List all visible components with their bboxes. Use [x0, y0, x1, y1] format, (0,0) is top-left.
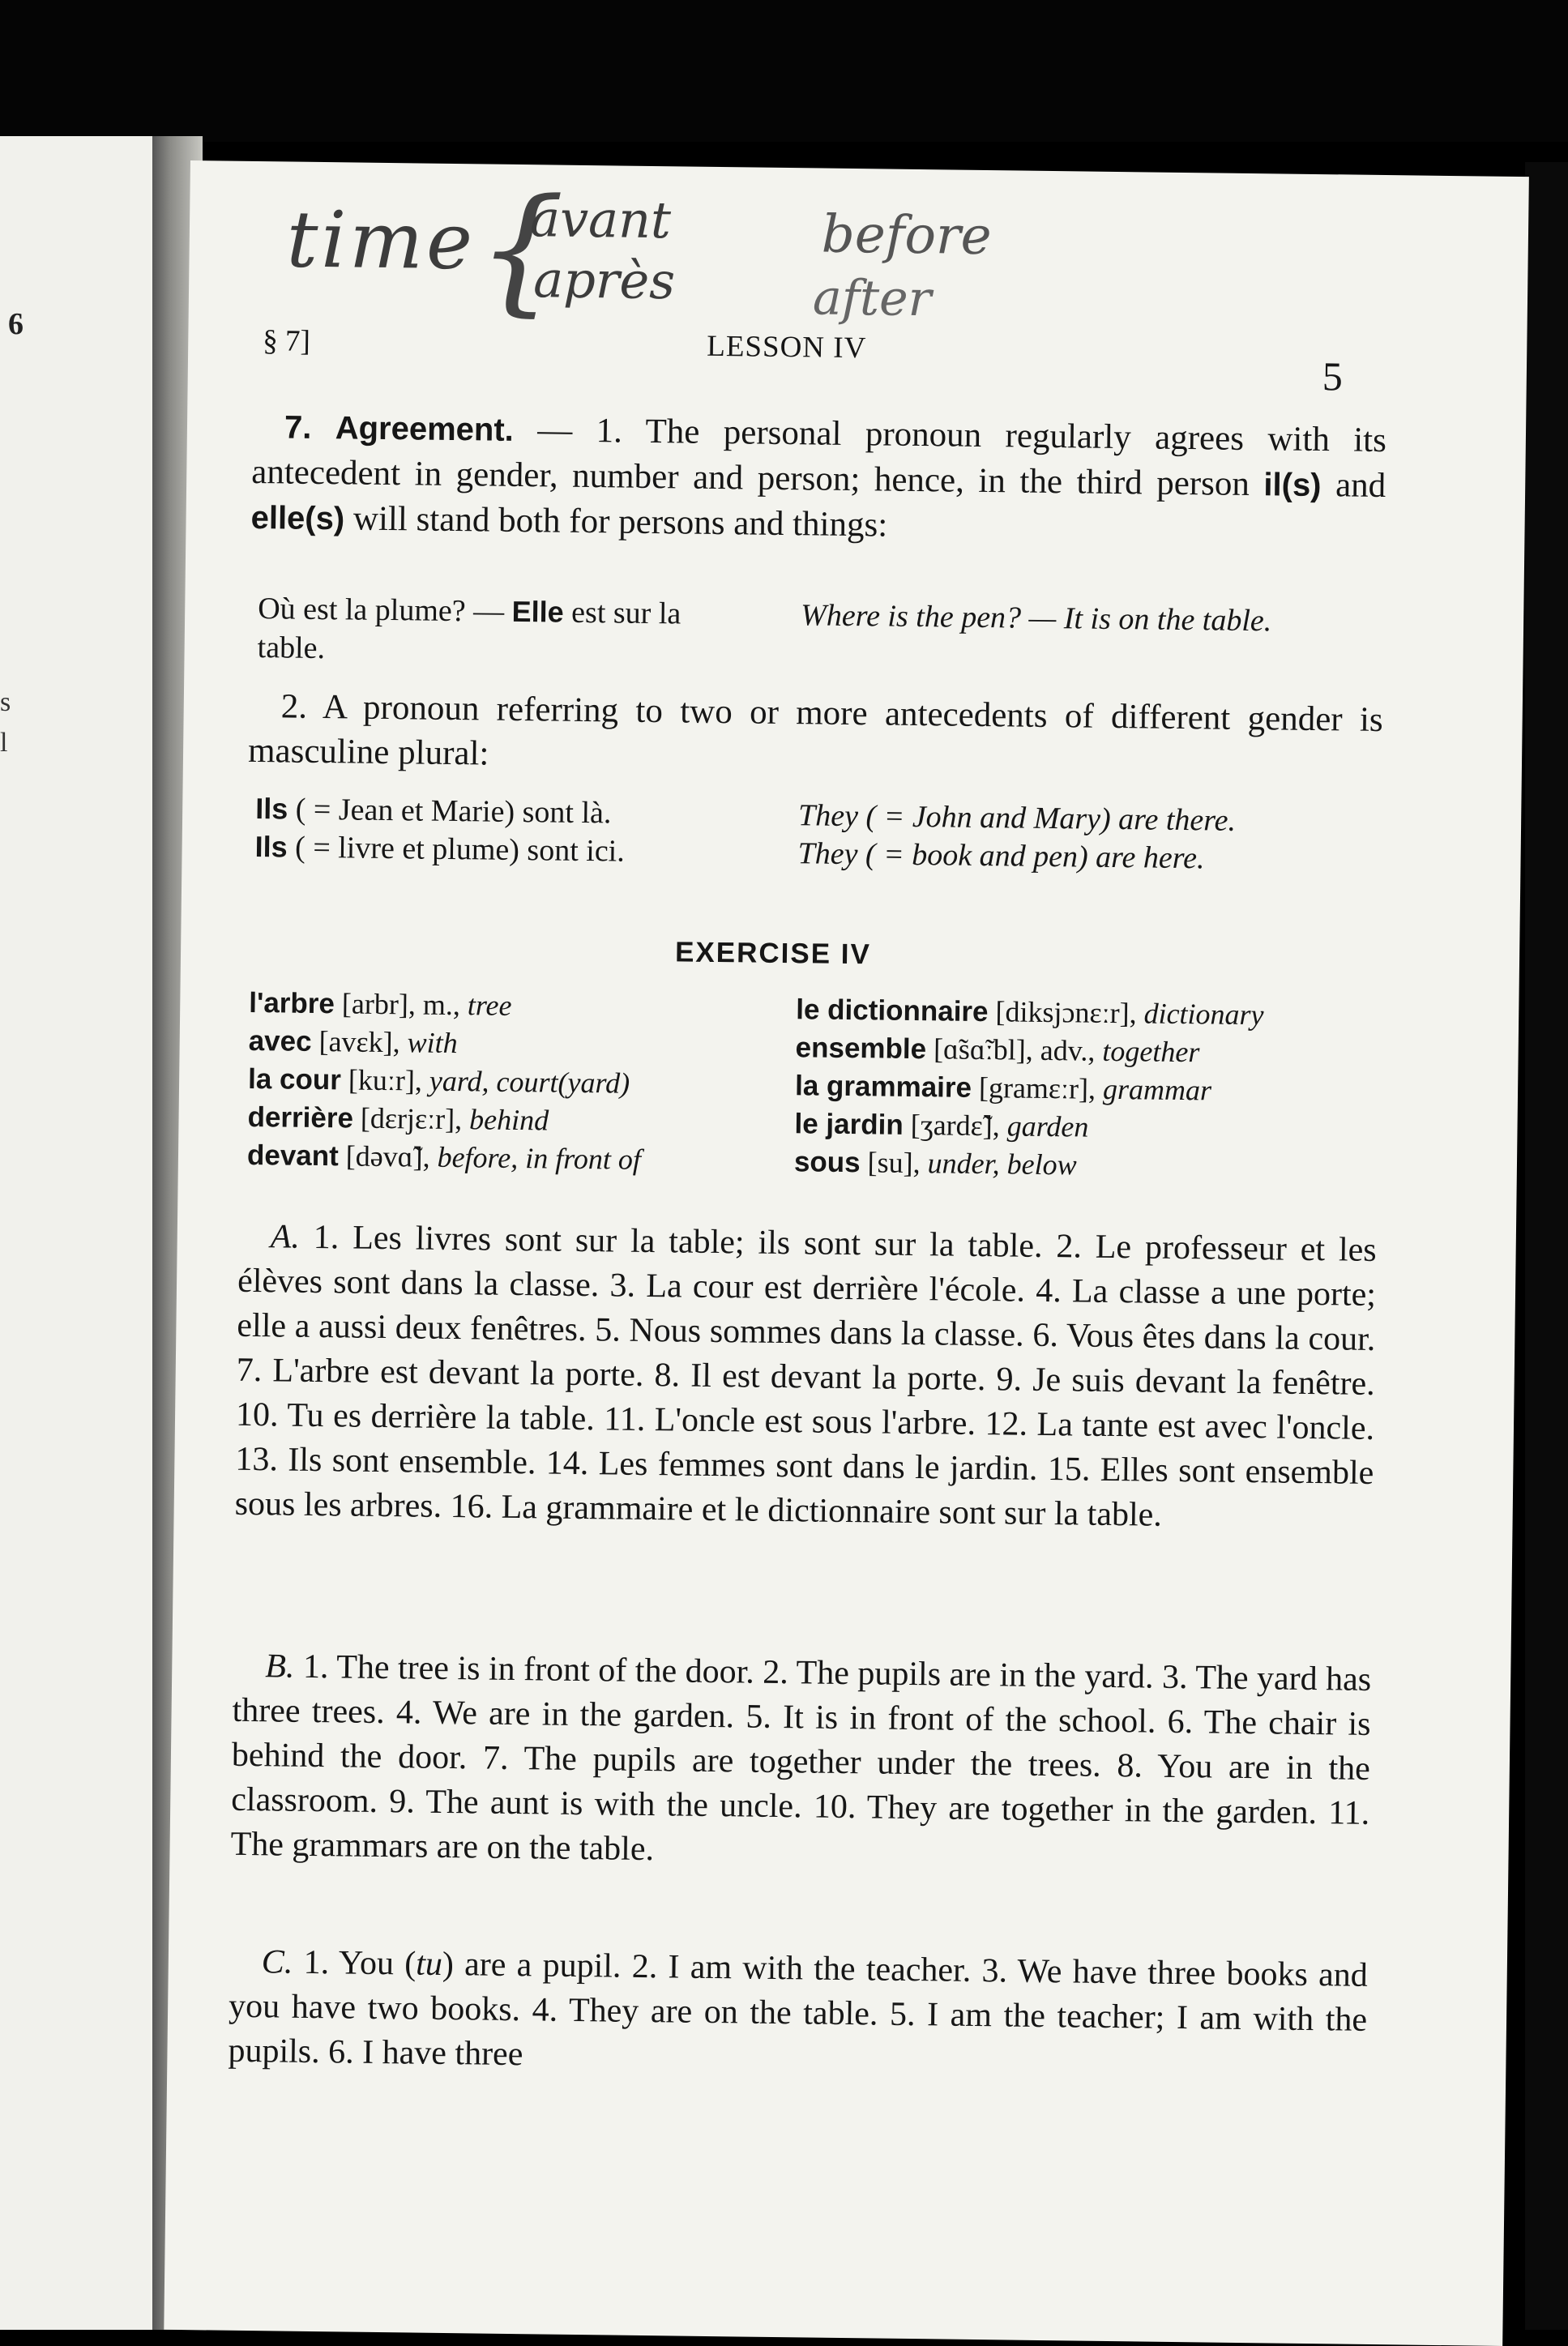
vocab-gloss: behind	[468, 1103, 549, 1137]
vocab-headword: devant	[246, 1139, 340, 1173]
vocab-headword: derrière	[247, 1100, 354, 1135]
facing-page-margin-mark: s	[0, 687, 11, 717]
facing-page-margin-mark: l	[0, 728, 8, 758]
example-text: ( = livre et plume) sont ici.	[287, 830, 626, 869]
vocab-gloss: tree	[467, 989, 512, 1022]
book-page	[164, 160, 1529, 2346]
pronoun-il: il(s)	[1263, 467, 1322, 504]
vocab-gloss: together	[1102, 1034, 1200, 1069]
rule-number: — 1.	[536, 411, 623, 451]
rule-text: and	[1321, 466, 1386, 506]
vocab-headword: avec	[248, 1024, 312, 1058]
vocab-gloss: with	[407, 1026, 458, 1060]
vocabulary-left-column	[247, 984, 784, 1181]
vocab-pronunciation: [arbr], m.,	[334, 987, 468, 1022]
vocab-pronunciation: [su],	[860, 1146, 928, 1180]
vocab-gloss: yard, court(yard)	[429, 1064, 630, 1100]
exercise-pronoun-tu: tu	[415, 1945, 443, 1983]
exercise-part-b	[230, 1644, 1371, 1881]
scan-border-right	[1525, 162, 1568, 2330]
agreement-rule-2	[248, 684, 1383, 787]
exercise-part-label: B.	[265, 1647, 295, 1686]
vocab-pronunciation: [gramɛːr],	[971, 1070, 1104, 1105]
example-1-french	[257, 589, 744, 673]
facing-page	[0, 136, 152, 2330]
section-heading: Agreement.	[335, 410, 515, 448]
exercise-title: EXERCISE IV	[674, 936, 872, 971]
handwritten-note-avant: avant	[529, 189, 672, 250]
vocab-headword: le jardin	[794, 1108, 904, 1141]
example-2a-french	[255, 789, 742, 834]
vocab-entry	[247, 1098, 783, 1143]
vocab-headword: l'arbre	[249, 986, 335, 1020]
exercise-part-a	[234, 1215, 1377, 1540]
pronoun-elle: elle(s)	[250, 499, 345, 537]
scan-border-top	[0, 0, 1568, 142]
handwritten-brace: {	[476, 169, 566, 331]
handwritten-note-before: before	[821, 204, 992, 267]
example-2b-french	[254, 827, 741, 872]
example-text: Où est la plume? —	[257, 592, 512, 629]
exercise-part-text: 1. Les livres sont sur la table; ils sont sur la table. 2. Le professeur et les élèves sont dans la classe. 3. La cour est derrière l'école. 4. La classe a une porte; elle a aussi deux fenêtres. 5. Nous sommes dans la classe. 6. Vous êtes dans la cour. 7. L'arbre est devant la porte. 8. Il est devant la porte. 9. Je suis devant la fenêtre. 10. Tu es derrière la table. 11. L'oncle est sous l'arbre. 12. La tante est avec l'oncle. 13. Ils sont ensemble. 14. Les femmes sont dans le jardin. 15. Elles sont ensemble sous les arbres. 16. La grammaire et le dictionnaire sont sur la table.	[234, 1218, 1377, 1534]
rule-text: The personal pronoun regularly agrees with its antecedent in gender, number and person; hence, in the third person	[251, 412, 1387, 504]
example-pronoun: Ils	[254, 792, 288, 826]
vocab-headword: la grammaire	[794, 1070, 972, 1104]
rule-text: will stand both for persons and things:	[344, 499, 888, 545]
example-text: est sur la table.	[257, 595, 681, 666]
vocab-entry	[248, 1022, 784, 1066]
page-number: 5	[1322, 353, 1344, 400]
running-head-title: LESSON IV	[706, 329, 867, 365]
vocab-pronunciation: [ɑ̃sɑ̃ːbl], adv.,	[925, 1032, 1103, 1067]
example-pronoun: Elle	[511, 594, 564, 629]
section-number: 7.	[284, 409, 312, 446]
vocab-pronunciation: [dɛrjɛːr],	[352, 1101, 470, 1136]
exercise-part-text: ) are a pupil. 2. I am with the teacher. 3. We have three books and you have two books. 4. They are on the table. 5. I am the teacher; I am with the pupils. 6. I have three	[228, 1945, 1369, 2074]
vocab-pronunciation: [avɛk],	[311, 1024, 408, 1059]
handwritten-note-after: after	[812, 269, 932, 328]
exercise-part-text: 1. You (	[303, 1943, 417, 1983]
vocab-pronunciation: [diksjɔnɛːr],	[988, 995, 1144, 1030]
facing-page-number: 6	[8, 307, 23, 341]
vocab-gloss: under, below	[927, 1147, 1077, 1182]
example-pronoun: Ils	[254, 830, 288, 864]
example-1-english: Where is the pen? — It is on the table.	[800, 598, 1272, 639]
running-head-section: § 7]	[263, 324, 311, 358]
vocab-gloss: before, in front of	[437, 1140, 642, 1176]
exercise-part-text: 1. The tree is in front of the door. 2. The pupils are in the yard. 3. The yard has three trees. 4. We are in the garden. 5. It is in front of the school. 6. The chair is behind the door. 7. The pupils are together under the trees. 8. You are in the classroom. 9. The aunt is with the uncle. 10. They are together in the garden. 11. The grammars are on the table.	[230, 1647, 1372, 1869]
agreement-rule-1	[250, 404, 1386, 554]
vocab-gloss: dictionary	[1143, 997, 1264, 1032]
handwritten-note-time: time	[286, 194, 476, 288]
vocabulary-right-column	[794, 990, 1380, 1188]
vocab-entry	[247, 1136, 783, 1181]
vocab-headword: sous	[793, 1146, 861, 1179]
vocab-headword: ensemble	[795, 1032, 927, 1066]
rule-text: 2. A pronoun referring to two or more antecedents of different gender is masculine plural:	[247, 687, 1383, 773]
vocab-pronunciation: [ʒardɛ̃],	[903, 1108, 1008, 1143]
example-text: ( = Jean et Marie) sont là.	[288, 792, 612, 831]
vocab-pronunciation: [kuːr],	[340, 1063, 430, 1097]
vocab-entry	[248, 1060, 784, 1105]
vocab-headword: le dictionnaire	[796, 994, 989, 1028]
vocab-pronunciation: [dəvɑ̃],	[338, 1139, 438, 1173]
exercise-part-label: C.	[261, 1943, 293, 1981]
exercise-part-label: A.	[270, 1218, 301, 1256]
vocab-entry	[794, 1143, 1378, 1188]
vocab-entry	[249, 984, 784, 1028]
exercise-part-c	[228, 1940, 1368, 2087]
vocab-headword: la cour	[247, 1062, 342, 1096]
vocab-gloss: garden	[1006, 1109, 1089, 1143]
example-2b-english: They ( = book and pen) are here.	[797, 836, 1205, 876]
vocab-gloss: grammar	[1102, 1072, 1212, 1107]
handwritten-note-apres: après	[532, 250, 676, 311]
example-2a-english: They ( = John and Mary) are there.	[797, 798, 1237, 838]
